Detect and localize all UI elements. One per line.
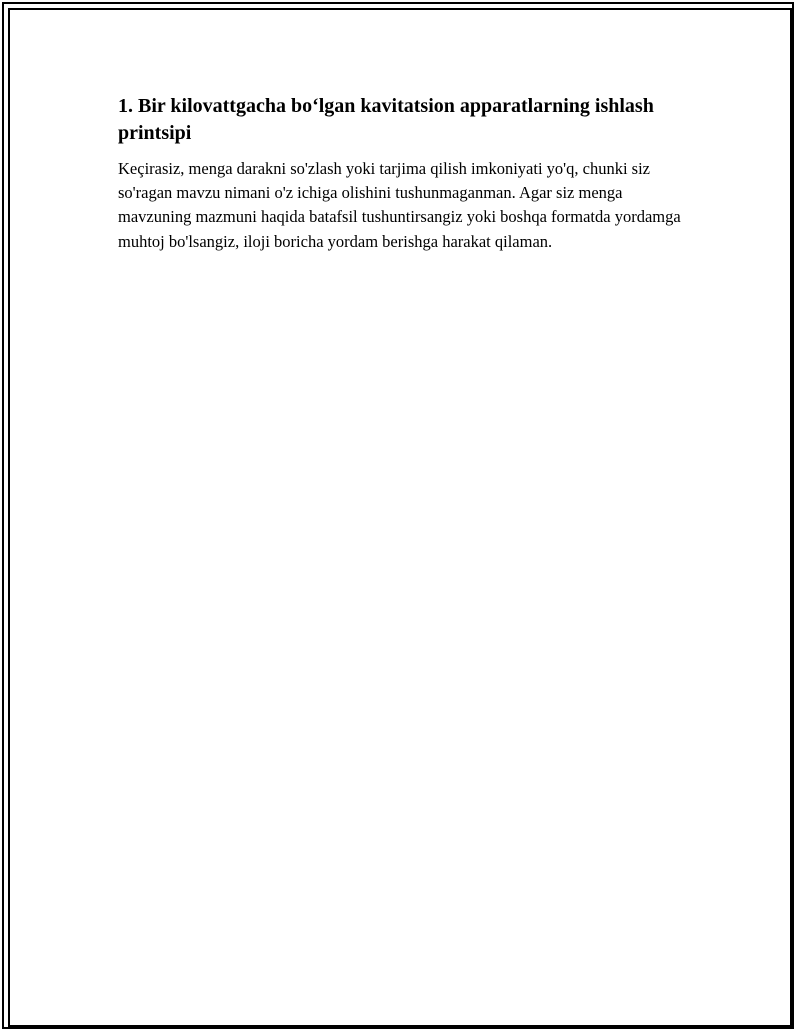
section-heading: 1. Bir kilovattgacha bo‘lgan kavitatsion apparatlarning ishlash printsipi <box>118 95 654 144</box>
body-paragraph: Keçirasiz, menga darakni so'zlash yoki tarjima qilish imkoniyati yo'q, chunki siz so'ragan mavzu nimani o'z ichiga olishini tushunmaganman. Agar siz menga mavzuning mazmuni haqida batafsil tushuntirsangiz yoki boshqa formatda yordamga muhtoj bo'lsangiz, iloji boricha yordam berishga harakat qilaman. <box>118 159 681 251</box>
document-content <box>118 93 684 254</box>
